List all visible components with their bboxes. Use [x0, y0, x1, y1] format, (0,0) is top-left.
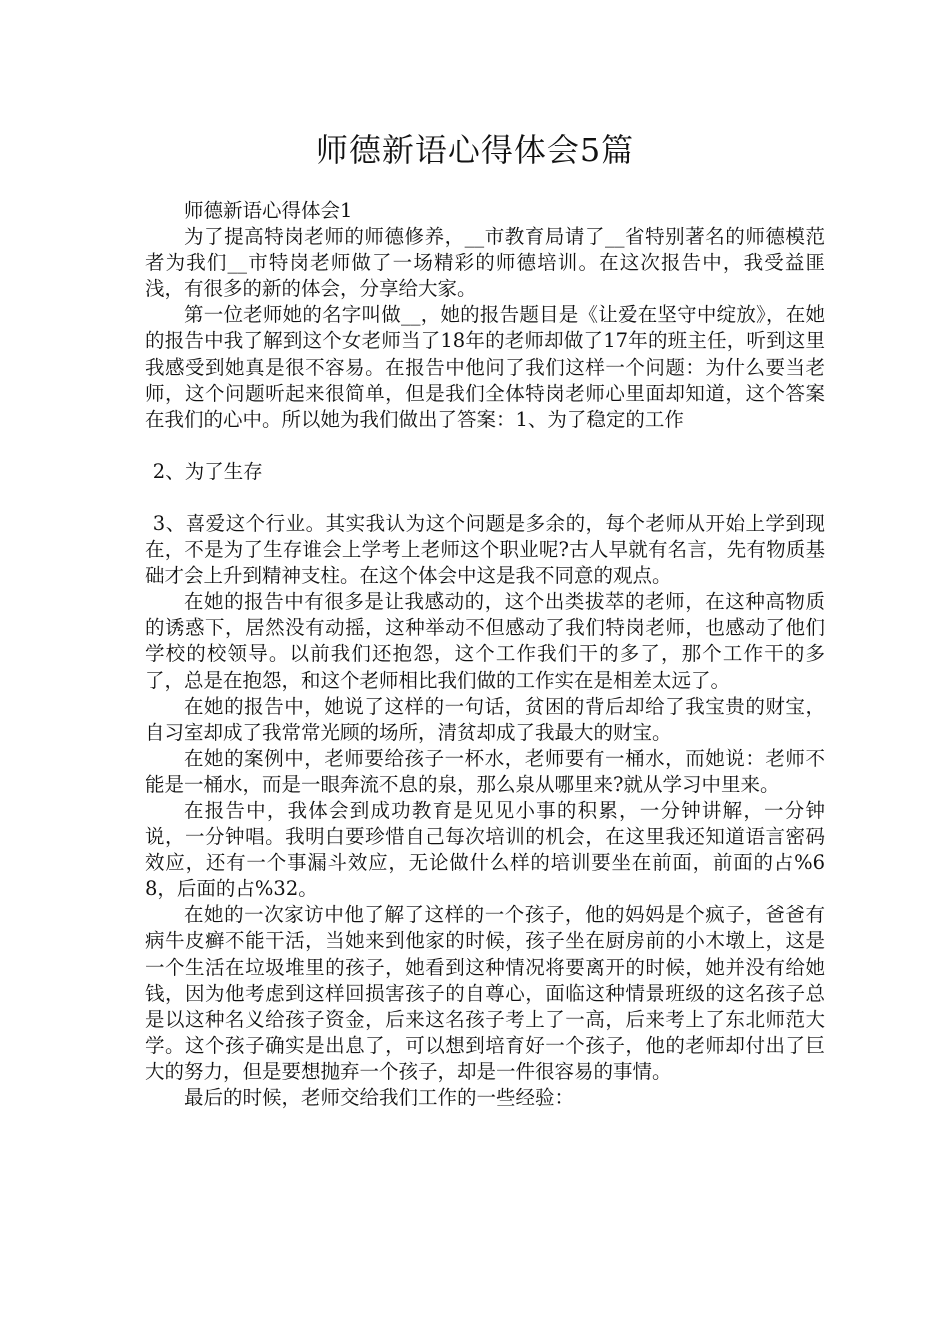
list-item: 2、为了生存 [152, 459, 263, 483]
document-body [145, 198, 825, 1111]
paragraph: 在她的报告中，她说了这样的一句话，贫困的背后却给了我宝贵的财宝，自习室却成了我常常光顾的场所，清贫却成了我最大的财宝。 [145, 694, 825, 744]
paragraph: 最后的时候，老师交给我们工作的一些经验： [184, 1086, 575, 1109]
paragraph: 在她的报告中有很多是让我感动的，这个出类拔萃的老师，在这种高物质的诱惑下，居然没有动摇，这种举动不但感动了我们特岗老师，也感动了他们学校的校领导。以前我们还抱怨，这个工作我们干的多了，那个工作干的多了，总是在抱怨，和这个老师相比我们做的工作实在是相差太远了。 [145, 590, 825, 692]
list-item: 3、喜爱这个行业。其实我认为这个问题是多余的，每个老师从开始上学到现在，不是为了生存谁会上学考上老师这个职业呢?古人早就有名言，先有物质基础才会上升到精神支柱。在这个体会中这是我不同意的观点。 [145, 511, 825, 588]
paragraph: 为了提高特岗老师的师德修养，__市教育局请了__省特别著名的师德模范者为我们__市特岗老师做了一场精彩的师德培训。在这次报告中，我受益匪浅，有很多的新的体会，分享给大家。 [145, 225, 825, 301]
paragraph: 在她的案例中，老师要给孩子一杯水，老师要有一桶水，而她说：老师不能是一桶水，而是一眼奔流不息的泉，那么泉从哪里来?就从学习中里来。 [145, 746, 825, 796]
paragraph: 在她的一次家访中他了解了这样的一个孩子，他的妈妈是个疯子，爸爸有病牛皮癣不能干活，当她来到他家的时候，孩子坐在厨房前的小木墩上，这是一个生活在垃圾堆里的孩子，她看到这种情况将要离开的时候，她并没有给她钱，因为他考虑到这样回损害孩子的自尊心，面临这种情景班级的这名孩子总是以这种名义给孩子资金，后来这名孩子考上了一高，后来考上了东北师范大学。这个孩子确实是出息了，可以想到培育好一个孩子，他的老师却付出了巨大的努力，但是要想抛弃一个孩子，却是一件很容易的事情。 [145, 903, 825, 1083]
document-title: 师德新语心得体会5篇 [315, 131, 635, 169]
paragraph: 第一位老师她的名字叫做__，她的报告题目是《让爱在坚守中绽放》，在她的报告中我了解到这个女老师当了18年的老师却做了17年的班主任，听到这里我感受到她真是很不容易。在报告中他问了我们这样一个问题：为什么要当老师，这个问题听起来很简单，但是我们全体特岗老师心里面却知道，这个答案在我们的心中。所以她为我们做出了答案：1、为了稳定的工作 [145, 303, 825, 431]
paragraph: 在报告中，我体会到成功教育是见见小事的积累，一分钟讲解，一分钟说，一分钟唱。我明白要珍惜自己每次培训的机会，在这里我还知道语言密码效应，还有一个事漏斗效应，无论做什么样的培训要坐在前面，前面的占%68，后面的占%32。 [145, 798, 825, 901]
section-heading: 师德新语心得体会1 [184, 199, 353, 222]
